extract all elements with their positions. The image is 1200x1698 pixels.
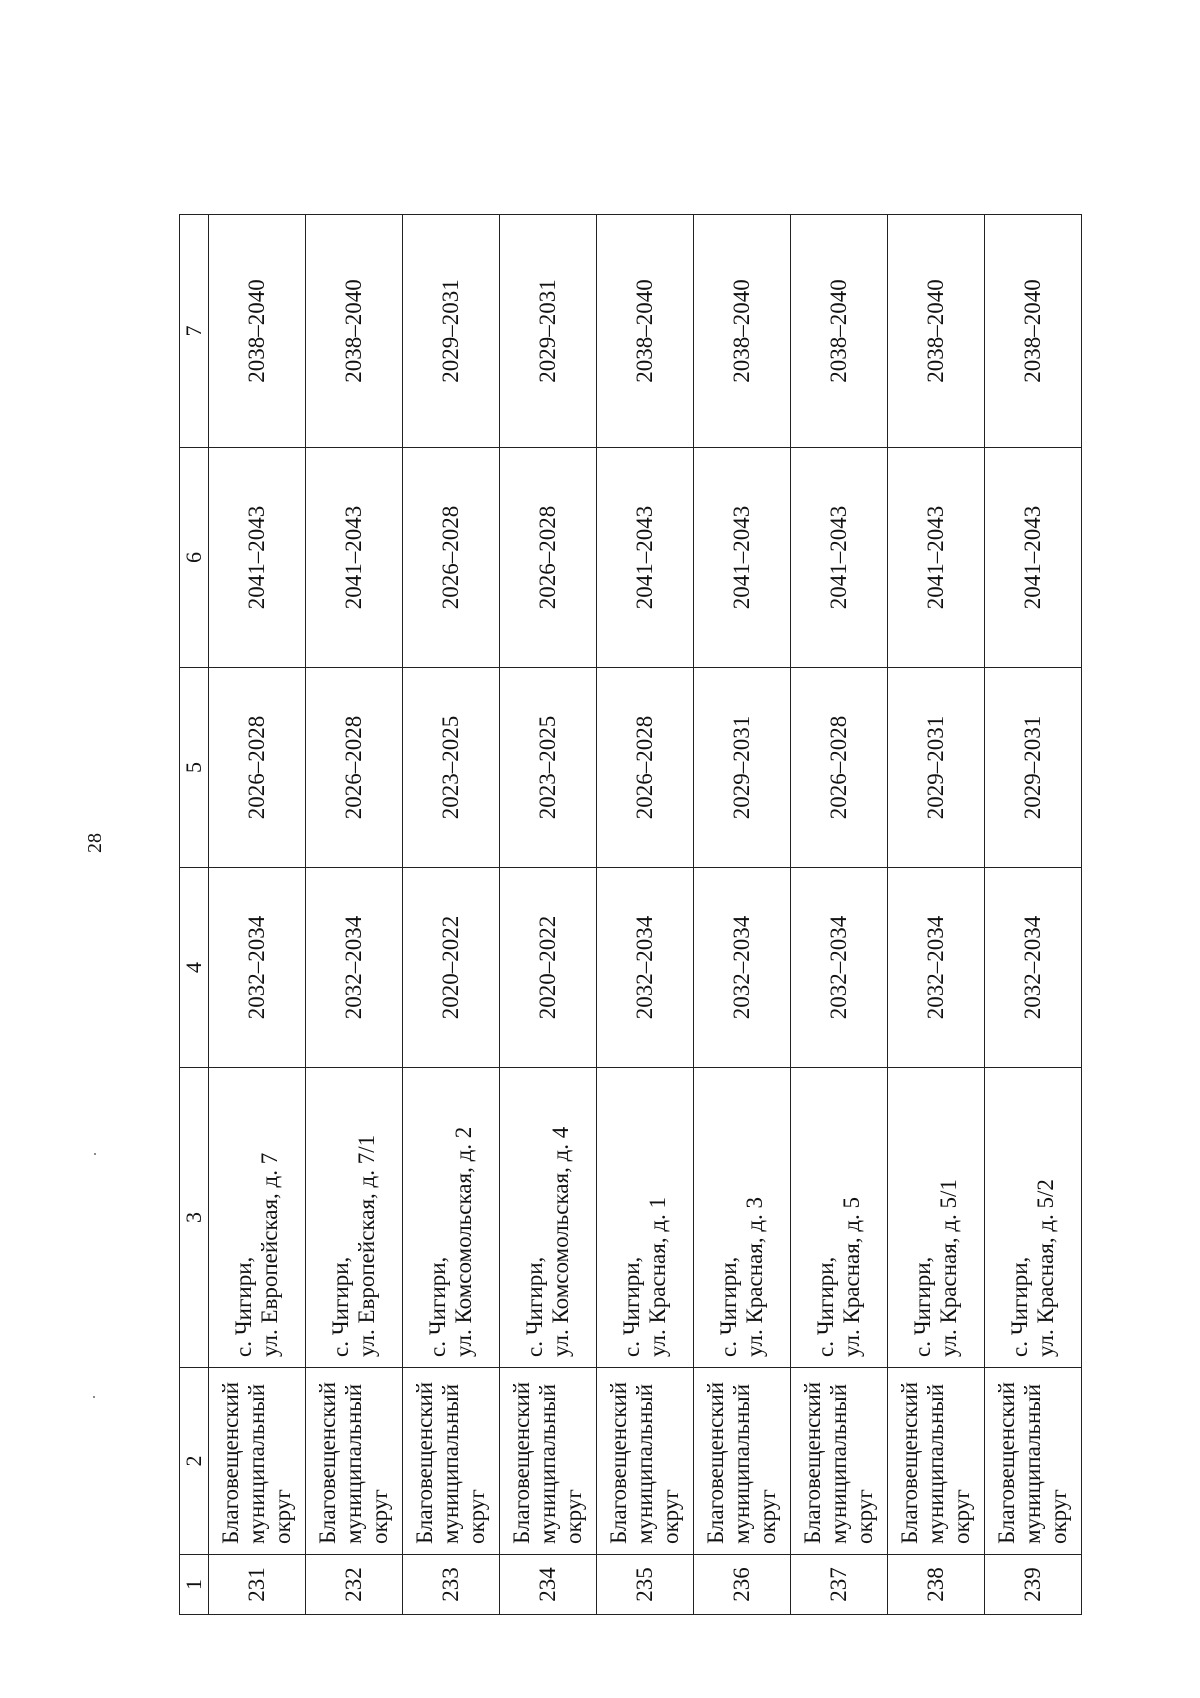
district-line: муниципальный (438, 1383, 464, 1544)
period-cell-c5: 2029–2031 (888, 668, 985, 868)
row-number-cell: 238 (888, 1555, 985, 1615)
header-row (180, 215, 209, 1615)
district-line: Благовещенский (315, 1381, 341, 1544)
schedule-table (179, 214, 1082, 1615)
scan-speck (93, 1396, 95, 1398)
address-line: с. Чигири, (619, 1256, 645, 1357)
period-cell-c5: 2026–2028 (791, 668, 888, 868)
period-cell-c4: 2032–2034 (597, 868, 694, 1068)
district-cell (500, 1368, 597, 1555)
period-cell-c6: 2041–2043 (791, 448, 888, 668)
district-line: округ (463, 1489, 489, 1544)
period-cell-c7: 2038–2040 (306, 215, 403, 448)
column-header: 6 (180, 448, 209, 668)
district-line: округ (657, 1489, 683, 1544)
district-cell (791, 1368, 888, 1555)
period-cell-c5: 2026–2028 (209, 668, 306, 868)
address-line: с. Чигири, (328, 1256, 354, 1357)
row-number-cell: 232 (306, 1555, 403, 1615)
address-line: с. Чигири, (910, 1256, 936, 1357)
district-line: Благовещенский (606, 1381, 632, 1544)
table-row (888, 215, 985, 1615)
row-number-cell: 237 (791, 1555, 888, 1615)
table-row (209, 215, 306, 1615)
period-cell-c5: 2029–2031 (694, 668, 791, 868)
district-line: муниципальный (244, 1383, 270, 1544)
address-line: ул. Красная, д. 5/2 (1033, 1179, 1058, 1357)
district-cell (306, 1368, 403, 1555)
period-cell-c4: 2032–2034 (694, 868, 791, 1068)
table-body (180, 215, 1082, 1615)
period-cell-c7: 2038–2040 (791, 215, 888, 448)
district-line: Благовещенский (412, 1381, 438, 1544)
table-row (403, 215, 500, 1615)
address-line: с. Чигири, (813, 1256, 839, 1357)
period-cell-c4: 2032–2034 (985, 868, 1082, 1068)
address-line: ул. Красная, д. 3 (742, 1196, 767, 1357)
address-cell (694, 1068, 791, 1368)
district-line: Благовещенский (897, 1381, 923, 1544)
page-number: 28 (83, 833, 106, 853)
column-header: 2 (180, 1368, 209, 1555)
district-line: Благовещенский (218, 1381, 244, 1544)
district-cell (888, 1368, 985, 1555)
district-line: Благовещенский (994, 1381, 1020, 1544)
table-row (597, 215, 694, 1615)
period-cell-c7: 2038–2040 (694, 215, 791, 448)
period-cell-c6: 2041–2043 (209, 448, 306, 668)
address-line: с. Чигири, (425, 1256, 451, 1357)
column-header: 5 (180, 668, 209, 868)
district-cell (209, 1368, 306, 1555)
row-number-cell: 233 (403, 1555, 500, 1615)
district-line: округ (851, 1489, 877, 1544)
district-cell (403, 1368, 500, 1555)
address-line: ул. Красная, д. 5 (839, 1196, 864, 1357)
period-cell-c6: 2041–2043 (306, 448, 403, 668)
address-line: с. Чигири, (522, 1256, 548, 1357)
period-cell-c4: 2032–2034 (209, 868, 306, 1068)
row-number-cell: 235 (597, 1555, 694, 1615)
row-number-cell: 231 (209, 1555, 306, 1615)
column-header: 7 (180, 215, 209, 448)
row-number-cell: 234 (500, 1555, 597, 1615)
scan-speck (94, 1153, 96, 1155)
period-cell-c7: 2038–2040 (888, 215, 985, 448)
table-row (791, 215, 888, 1615)
period-cell-c7: 2029–2031 (500, 215, 597, 448)
address-cell (306, 1068, 403, 1368)
period-cell-c4: 2020–2022 (403, 868, 500, 1068)
district-line: Благовещенский (800, 1381, 826, 1544)
period-cell-c6: 2041–2043 (597, 448, 694, 668)
column-header: 1 (180, 1555, 209, 1615)
period-cell-c6: 2026–2028 (403, 448, 500, 668)
address-cell (597, 1068, 694, 1368)
district-line: округ (754, 1489, 780, 1544)
period-cell-c6: 2026–2028 (500, 448, 597, 668)
address-line: ул. Европейская, д. 7 (257, 1152, 282, 1357)
period-cell-c4: 2032–2034 (888, 868, 985, 1068)
address-line: с. Чигири, (231, 1256, 257, 1357)
period-cell-c5: 2023–2025 (500, 668, 597, 868)
period-cell-c4: 2020–2022 (500, 868, 597, 1068)
period-cell-c5: 2026–2028 (306, 668, 403, 868)
column-header: 3 (180, 1068, 209, 1368)
table-row (694, 215, 791, 1615)
district-line: муниципальный (826, 1383, 852, 1544)
address-cell (500, 1068, 597, 1368)
district-line: округ (366, 1489, 392, 1544)
district-line: округ (269, 1489, 295, 1544)
period-cell-c5: 2023–2025 (403, 668, 500, 868)
district-line: Благовещенский (703, 1381, 729, 1544)
address-cell (209, 1068, 306, 1368)
period-cell-c7: 2029–2031 (403, 215, 500, 448)
row-number-cell: 239 (985, 1555, 1082, 1615)
district-line: округ (1045, 1489, 1071, 1544)
district-line: округ (948, 1489, 974, 1544)
district-line: муниципальный (535, 1383, 561, 1544)
address-line: ул. Комсомольская, д. 2 (451, 1126, 476, 1357)
address-cell (985, 1068, 1082, 1368)
district-cell (597, 1368, 694, 1555)
address-line: ул. Красная, д. 5/1 (936, 1179, 961, 1357)
district-line: муниципальный (1020, 1383, 1046, 1544)
period-cell-c4: 2032–2034 (791, 868, 888, 1068)
district-line: муниципальный (923, 1383, 949, 1544)
address-line: ул. Комсомольская, д. 4 (548, 1126, 573, 1357)
period-cell-c6: 2041–2043 (888, 448, 985, 668)
district-line: муниципальный (632, 1383, 658, 1544)
period-cell-c7: 2038–2040 (985, 215, 1082, 448)
address-line: с. Чигири, (1007, 1256, 1033, 1357)
address-line: ул. Красная, д. 1 (645, 1196, 670, 1357)
district-line: муниципальный (341, 1383, 367, 1544)
address-cell (403, 1068, 500, 1368)
table-row (500, 215, 597, 1615)
district-cell (985, 1368, 1082, 1555)
district-line: Благовещенский (509, 1381, 535, 1544)
address-line: с. Чигири, (716, 1256, 742, 1357)
table-row (306, 215, 403, 1615)
district-line: округ (560, 1489, 586, 1544)
row-number-cell: 236 (694, 1555, 791, 1615)
district-cell (694, 1368, 791, 1555)
address-cell (791, 1068, 888, 1368)
address-cell (888, 1068, 985, 1368)
period-cell-c4: 2032–2034 (306, 868, 403, 1068)
rotated-table-container (179, 215, 1079, 1615)
period-cell-c6: 2041–2043 (694, 448, 791, 668)
period-cell-c6: 2041–2043 (985, 448, 1082, 668)
address-line: ул. Европейская, д. 7/1 (354, 1134, 379, 1357)
column-header: 4 (180, 868, 209, 1068)
district-line: муниципальный (729, 1383, 755, 1544)
period-cell-c7: 2038–2040 (597, 215, 694, 448)
table-row (985, 215, 1082, 1615)
period-cell-c5: 2026–2028 (597, 668, 694, 868)
period-cell-c7: 2038–2040 (209, 215, 306, 448)
period-cell-c5: 2029–2031 (985, 668, 1082, 868)
